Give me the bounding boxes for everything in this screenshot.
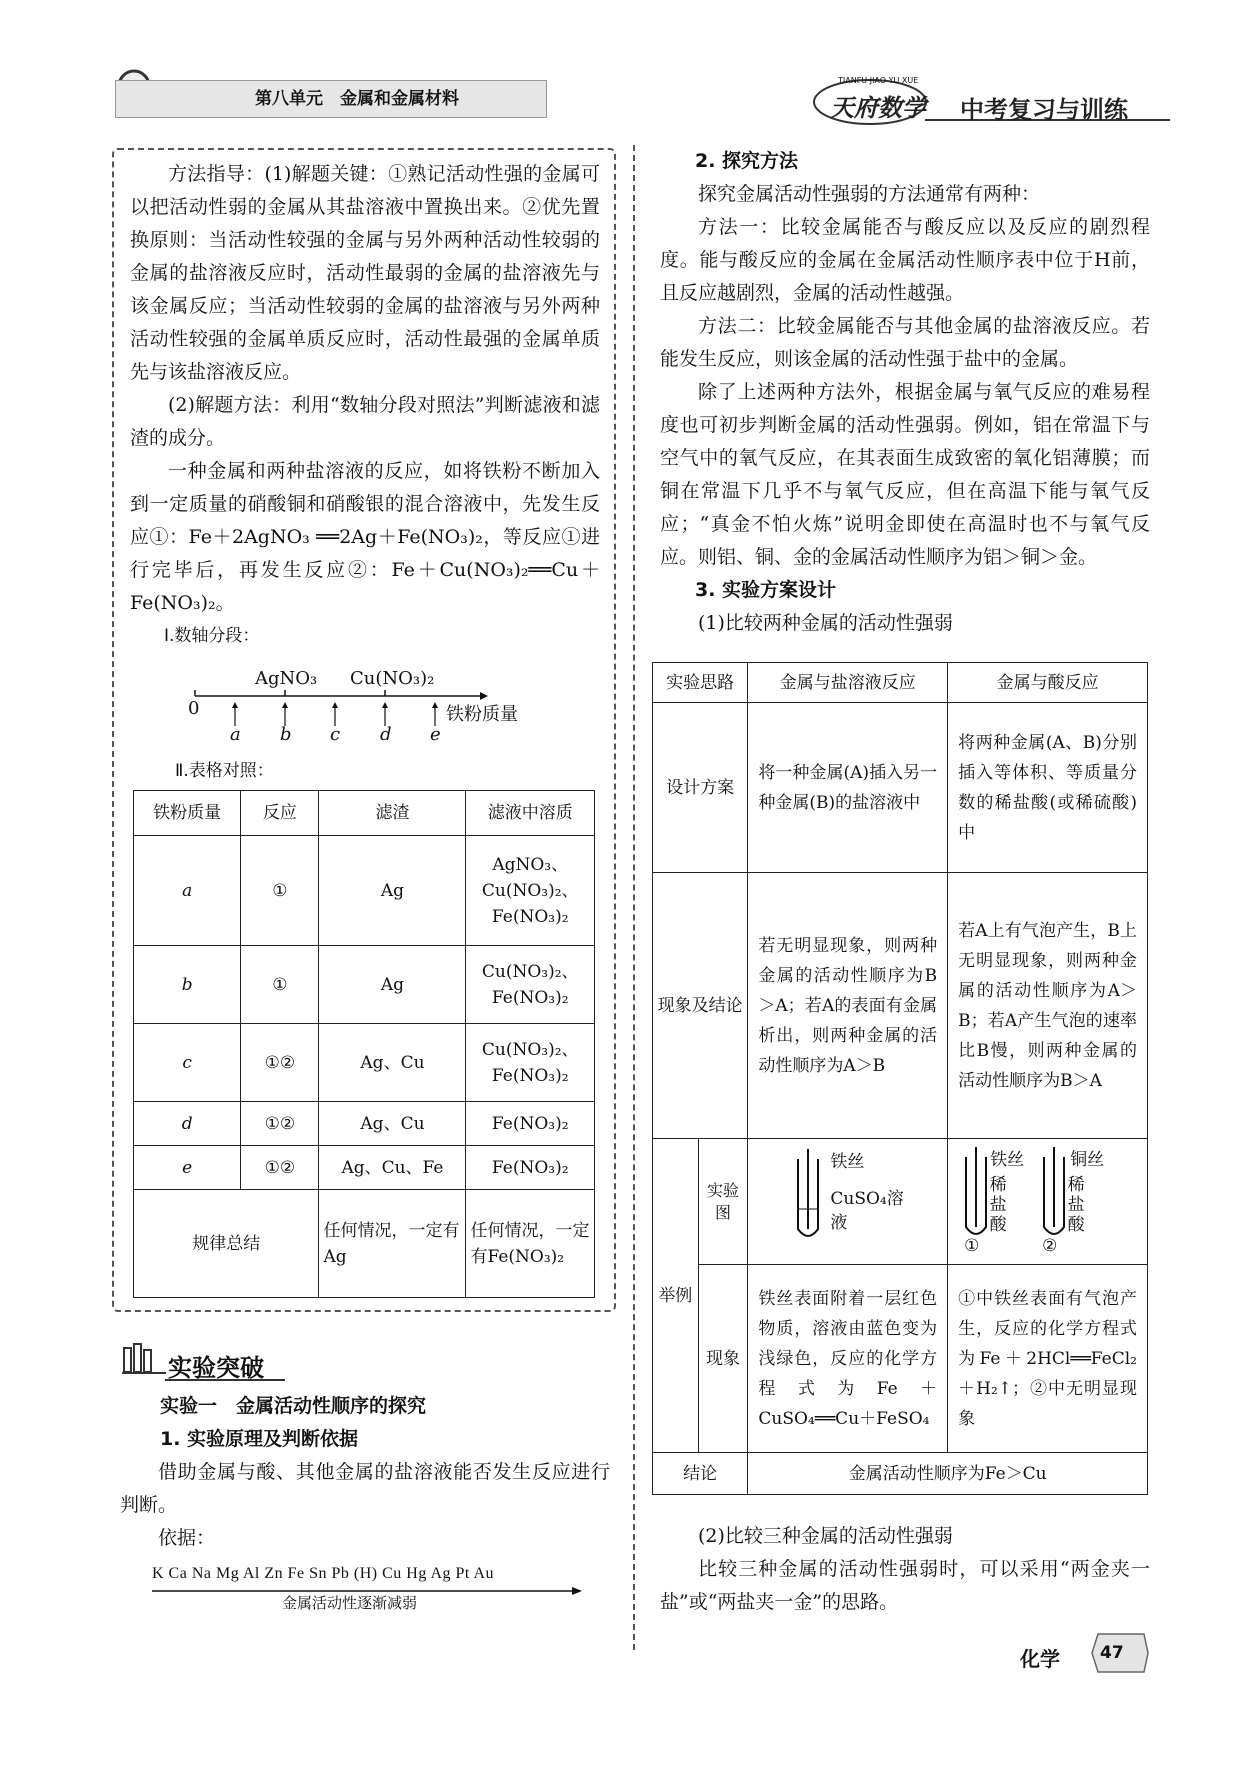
table-row: [134, 1102, 595, 1146]
unit-title: 第八单元 金属和金属材料: [255, 89, 459, 109]
table-row: [134, 836, 595, 946]
activity-series: K Ca Na Mg Al Zn Fe Sn Pb (H) Cu Hg Ag Pt Au: [152, 1565, 495, 1582]
table-row: [653, 873, 1148, 1139]
numline-point-e: e: [430, 724, 441, 745]
exp-title: 实验一 金属活动性顺序的探究: [160, 1395, 427, 1417]
table-row: [134, 1024, 595, 1102]
fig2-acid-1: 稀盐酸: [989, 1175, 1007, 1235]
section-underline: [165, 1378, 285, 1382]
cell: Ag: [319, 946, 466, 1024]
table-row: [653, 1139, 1148, 1265]
table-row: [134, 946, 595, 1024]
cell: 规律总结: [134, 1190, 319, 1298]
brand-name: 天府数学: [830, 94, 926, 122]
numline-point-a: a: [230, 724, 241, 745]
numline-axis-label: 铁粉质量: [446, 704, 518, 725]
cell: Fe(NO₃)₂: [466, 1102, 595, 1146]
experiment-design-table: [652, 662, 1148, 1495]
right-h2: 2. 探究方法: [695, 150, 799, 172]
cell: Ag、Cu: [319, 1102, 466, 1146]
table-row: [134, 1146, 595, 1190]
design-acid: 将两种金属(A、B)分别插入等体积、等质量分数的稀盐酸(或稀硫酸)中: [948, 703, 1148, 873]
method-p2: (2)解题方法：利用“数轴分段对照法”判断滤液和滤渣的成分。: [130, 394, 600, 449]
step1-label: Ⅰ.数轴分段：: [164, 626, 260, 646]
obs-label: 现象: [698, 1265, 748, 1453]
numline-seg-agno3: AgNO₃: [255, 668, 318, 689]
concl-value: 金属活动性顺序为Fe＞Cu: [748, 1453, 1148, 1495]
th-idea: 实验思路: [653, 663, 748, 703]
phen-salt: 若无明显现象，则两种金属的活动性顺序为B＞A；若A的表面有金属析出，则两种金属的活动性顺序为A＞B: [748, 873, 948, 1139]
right-p2: 方法一：比较金属能否与酸反应以及反应的剧烈程度。能与酸反应的金属在金属活动性顺序表中位于H前，且反应越剧烈，金属的活动性越强。: [660, 216, 1150, 304]
subject-label: 化学: [1020, 1647, 1060, 1671]
exp-p2: 依据：: [158, 1527, 216, 1549]
fig2-iron-wire: 铁丝: [990, 1150, 1025, 1170]
numline-point-c: c: [330, 724, 341, 745]
fig2-num-2: ②: [1042, 1236, 1058, 1256]
numline-point-d: d: [380, 724, 392, 745]
cell: Cu(NO₃)₂、Fe(NO₃)₂: [466, 946, 595, 1024]
method-p1: 方法指导：(1)解题关键：①熟记活动性强的金属可以把活动性弱的金属从其盐溶液中置换出来。②优先置换原则：当活动性较强的金属与另外两种活动性较弱的金属的盐溶液反应时，活动性最弱的金属的盐溶液先与该金属反应；当活动性较弱的金属的盐溶液与另外两种活动性较强的金属单质反应时，活动性最强的金属单质先与该盐溶液反应。: [130, 163, 600, 383]
table-row: [653, 703, 1148, 873]
cell: ①: [241, 836, 319, 946]
numline-seg-cuno3: Cu(NO₃)₂: [350, 668, 435, 689]
cell: 任何情况，一定有Ag: [319, 1190, 466, 1298]
cell: Ag、Cu、Fe: [319, 1146, 466, 1190]
table-header-row: [134, 791, 595, 836]
cell: AgNO₃、Cu(NO₃)₂、Fe(NO₃)₂: [466, 836, 595, 946]
fig1-wire: 铁丝: [830, 1152, 865, 1172]
th-acid: 金属与酸反应: [948, 663, 1148, 703]
cell: ①②: [241, 1024, 319, 1102]
brand-subtitle: 中考复习与训练: [960, 96, 1128, 124]
th-residue: 滤渣: [319, 791, 466, 836]
section-title: 实验突破: [168, 1354, 264, 1382]
design-label: 设计方案: [653, 703, 748, 873]
cell: Cu(NO₃)₂、Fe(NO₃)₂: [466, 1024, 595, 1102]
table-row: [653, 1265, 1148, 1453]
th-reaction: 反应: [241, 791, 319, 836]
activity-caption: 金属活动性逐渐减弱: [282, 1594, 418, 1612]
cell: Ag: [319, 836, 466, 946]
obs-acid: ①中铁丝表面有气泡产生，反应的化学方程式为Fe＋2HCl══FeCl₂＋H₂↑；②中无明显现象: [948, 1265, 1148, 1453]
design-salt: 将一种金属(A)插入另一种金属(B)的盐溶液中: [748, 703, 948, 873]
fig-label: 实验图: [698, 1139, 748, 1265]
step2-label: Ⅱ.表格对照：: [175, 761, 274, 781]
right-sub1: (1)比较两种金属的活动性强弱: [698, 612, 953, 634]
method-p3: 一种金属和两种盐溶液的反应，如将铁粉不断加入到一定质量的硝酸铜和硝酸银的混合溶液中，先发生反应①：Fe＋2AgNO₃ ══2Ag＋Fe(NO₃)₂，等反应①进行完毕后，再发生反应②：Fe＋Cu(NO₃)₂══Cu＋Fe(NO₃)₂。: [130, 460, 600, 614]
cell: Fe(NO₃)₂: [466, 1146, 595, 1190]
right-sub2: (2)比较三种金属的活动性强弱: [698, 1525, 953, 1547]
fig2-copper-wire: 铜丝: [1070, 1150, 1105, 1170]
exp-p1: 借助金属与酸、其他金属的盐溶液能否发生反应进行判断。: [120, 1461, 610, 1516]
cell: ①②: [241, 1146, 319, 1190]
numline-zero: 0: [188, 698, 200, 719]
cell: a: [134, 836, 241, 946]
cell: 任何情况，一定有Fe(NO₃)₂: [466, 1190, 595, 1298]
page-number: 47: [1100, 1643, 1124, 1663]
experiment-text: [120, 1390, 610, 1555]
fig1-cell: [748, 1139, 948, 1265]
numline-point-b: b: [280, 724, 292, 745]
fig2-num-1: ①: [964, 1236, 980, 1256]
cell: d: [134, 1102, 241, 1146]
fig2-acid-2: 稀盐酸: [1067, 1175, 1085, 1235]
right-p1: 探究金属活动性强弱的方法通常有两种：: [698, 183, 1041, 205]
right-column-text: [660, 145, 1150, 640]
phen-label: 现象及结论: [653, 873, 748, 1139]
concl-label: 结论: [653, 1453, 748, 1495]
fig1-solution: CuSO₄溶液: [830, 1189, 904, 1233]
cell: b: [134, 946, 241, 1024]
table-row: [653, 1453, 1148, 1495]
right-p4: 除了上述两种方法外，根据金属与氧气反应的难易程度也可初步判断金属的活动性强弱。例如，铝在常温下与空气中的氧气反应，在其表面生成致密的氧化铝薄膜；而铜在常温下几乎不与氧气反应，但在高温下能与氧气反应；“真金不怕火炼”说明金即使在高温时也不与氧气反应。则铝、铜、金的金属活动性顺序为铝＞铜＞金。: [660, 381, 1150, 568]
th-solute: 滤液中溶质: [466, 791, 595, 836]
right-h3: 3. 实验方案设计: [695, 579, 837, 601]
cell: Ag、Cu: [319, 1024, 466, 1102]
cell: ①②: [241, 1102, 319, 1146]
column-divider: [633, 145, 635, 1650]
table-row: [134, 1190, 595, 1298]
right-p5: 比较三种金属的活动性强弱时，可以采用“两金夹一盐”或“两盐夹一金”的思路。: [660, 1558, 1150, 1613]
brand-pinyin: TIANFU JIAO YU XUE: [838, 76, 919, 85]
right-bottom-text: [660, 1520, 1150, 1619]
fig2-cell: [948, 1139, 1148, 1265]
th-salt: 金属与盐溶液反应: [748, 663, 948, 703]
filter-table: [133, 790, 595, 1298]
cell: e: [134, 1146, 241, 1190]
example-label: 举例: [653, 1139, 699, 1453]
method-guide-text: [130, 158, 600, 653]
books-icon: [122, 1340, 166, 1374]
phen-acid: 若A上有气泡产生，B上无明显现象，则两种金属的活动性顺序为A＞B；若A产生气泡的速率比B慢，则两种金属的活动性顺序为B＞A: [948, 873, 1148, 1139]
table-header-row: [653, 663, 1148, 703]
cell: ①: [241, 946, 319, 1024]
cell: c: [134, 1024, 241, 1102]
right-p3: 方法二：比较金属能否与其他金属的盐溶液反应。若能发生反应，则该金属的活动性强于盐中的金属。: [660, 315, 1150, 370]
exp-h1: 1. 实验原理及判断依据: [160, 1428, 359, 1450]
obs-salt: 铁丝表面附着一层红色物质，溶液由蓝色变为浅绿色，反应的化学方程式为Fe＋CuSO₄══Cu＋FeSO₄: [748, 1265, 948, 1453]
th-iron-mass: 铁粉质量: [134, 791, 241, 836]
